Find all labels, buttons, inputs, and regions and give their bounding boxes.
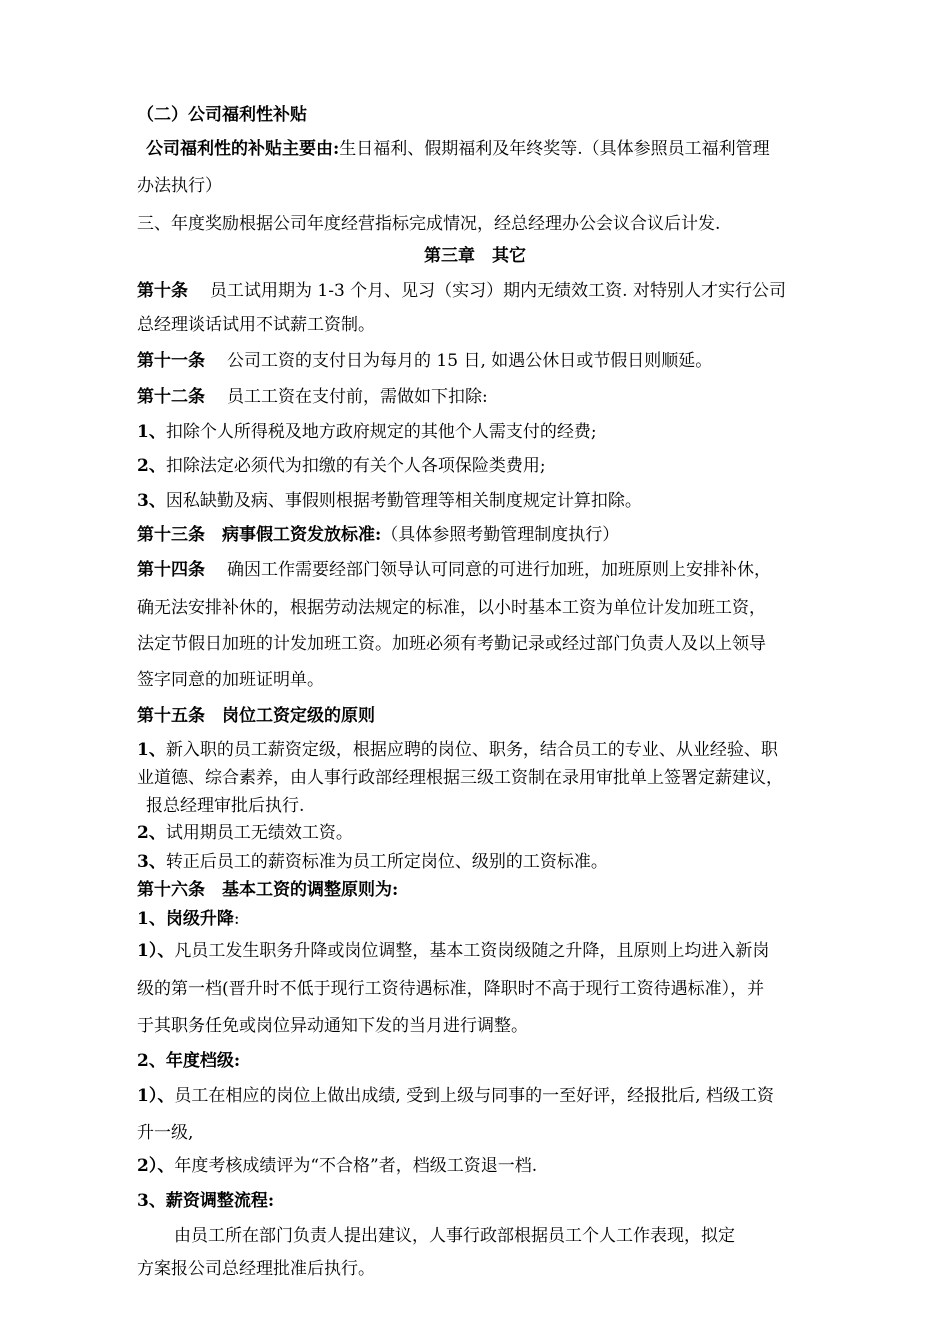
article-12-label: 第十二条 — [137, 387, 205, 407]
article-16-sub-2-cont: 升一级, — [137, 1123, 194, 1143]
heading-welfare: （二）公司福利性补贴 — [137, 105, 307, 125]
article-12-item-3: 3、因私缺勤及病、事假则根据考勤管理等相关制度规定计算扣除。 — [137, 491, 642, 511]
article-12-text: 员工工资在支付前，需做如下扣除: — [227, 387, 488, 407]
article-14-cont-1: 确无法安排补休的，根据劳动法规定的标准，以小时基本工资为单位计发加班工资， — [137, 598, 766, 618]
article-10-cont: 总经理谈话试用不试薪工资制。 — [137, 315, 375, 335]
article-14-label: 第十四条 — [137, 560, 205, 580]
article-10-text: 员工试用期为 1-3 个月、见习（实习）期内无绩效工资. 对特别人才实行公司 — [210, 281, 786, 301]
chapter-3-title: 第三章 其它 — [424, 246, 526, 266]
article-14-cont-2: 法定节假日加班的计发加班工资。加班必须有考勤记录或经过部门负责人及以上领导 — [137, 634, 766, 654]
annual-bonus: 三、年度奖励根据公司年度经营指标完成情况，经总经理办公会议合议后计发. — [137, 214, 721, 234]
article-16-sub-1: 1、岗级升降: — [137, 909, 240, 929]
article-16-sub-3-cont: 方案报公司总经理批准后执行。 — [137, 1259, 375, 1279]
article-13-label: 第十三条 病事假工资发放标准: — [137, 525, 382, 545]
article-16-sub-2-item-2: 2）、年度考核成绩评为“不合格”者，档级工资退一档. — [137, 1156, 538, 1176]
article-13-text: （具体参照考勤管理制度执行） — [381, 525, 620, 545]
article-15-item-3: 3、转正后员工的薪资标准为员工所定岗位、级别的工资标准。 — [137, 852, 608, 872]
article-16-sub-3: 3、薪资调整流程: — [137, 1191, 275, 1211]
article-11 — [137, 350, 712, 372]
article-13 — [137, 524, 619, 546]
article-14 — [137, 559, 771, 581]
article-11-label: 第十一条 — [137, 351, 205, 371]
article-15-item-1-cont-2: 报总经理审批后执行. — [146, 796, 305, 816]
article-15-item-1-cont: 业道德、综合素养，由人事行政部经理根据三级工资制在录用审批单上签署定薪建议， — [137, 768, 783, 788]
article-11-text: 公司工资的支付日为每月的 15 日, 如遇公休日或节假日则顺延。 — [227, 351, 713, 371]
article-16-sub-3-text: 由员工所在部门负责人提出建议，人事行政部根据员工个人工作表现，拟定 — [174, 1226, 735, 1246]
article-16-sub-1-item-1: 1）、凡员工发生职务升降或岗位调整，基本工资岗级随之升降，且原则上均进入新岗 — [137, 941, 770, 961]
article-14-text: 确因工作需要经部门领导认可同意的可进行加班，加班原则上安排补休， — [227, 560, 771, 580]
article-16-sub-2: 2、年度档级: — [137, 1051, 241, 1071]
article-15-item-2: 2、试用期员工无绩效工资。 — [137, 823, 353, 843]
article-12-item-1: 1、扣除个人所得税及地方政府规定的其他个人需支付的经费; — [137, 422, 597, 442]
welfare-text: 生日福利、假期福利及年终奖等.（具体参照员工福利管理 — [339, 139, 770, 159]
article-15-label: 第十五条 岗位工资定级的原则 — [137, 706, 375, 726]
article-10-label: 第十条 — [137, 281, 188, 301]
article-14-cont-3: 签字同意的加班证明单。 — [137, 670, 324, 690]
welfare-lead: 公司福利性的补贴主要由: — [146, 139, 340, 159]
welfare-paragraph — [146, 138, 770, 160]
article-12 — [137, 386, 488, 408]
article-10 — [137, 280, 786, 302]
article-16-sub-1-cont: 级的第一档(晋升时不低于现行工资待遇标准，降职时不高于现行工资待遇标准），并 — [137, 979, 765, 999]
article-12-item-2: 2、扣除法定必须代为扣缴的有关个人各项保险类费用; — [137, 456, 546, 476]
article-16-sub-1-cont-2: 于其职务任免或岗位异动通知下发的当月进行调整。 — [137, 1016, 528, 1036]
article-16-sub-2-item-1: 1）、员工在相应的岗位上做出成绩, 受到上级与同事的一至好评，经报批后, 档级工资 — [137, 1086, 774, 1106]
article-15-item-1: 1、新入职的员工薪资定级，根据应聘的岗位、职务，结合员工的专业、从业经验、职 — [137, 740, 778, 760]
welfare-paragraph-cont: 办法执行） — [137, 176, 222, 196]
article-16-label: 第十六条 基本工资的调整原则为: — [137, 880, 399, 900]
